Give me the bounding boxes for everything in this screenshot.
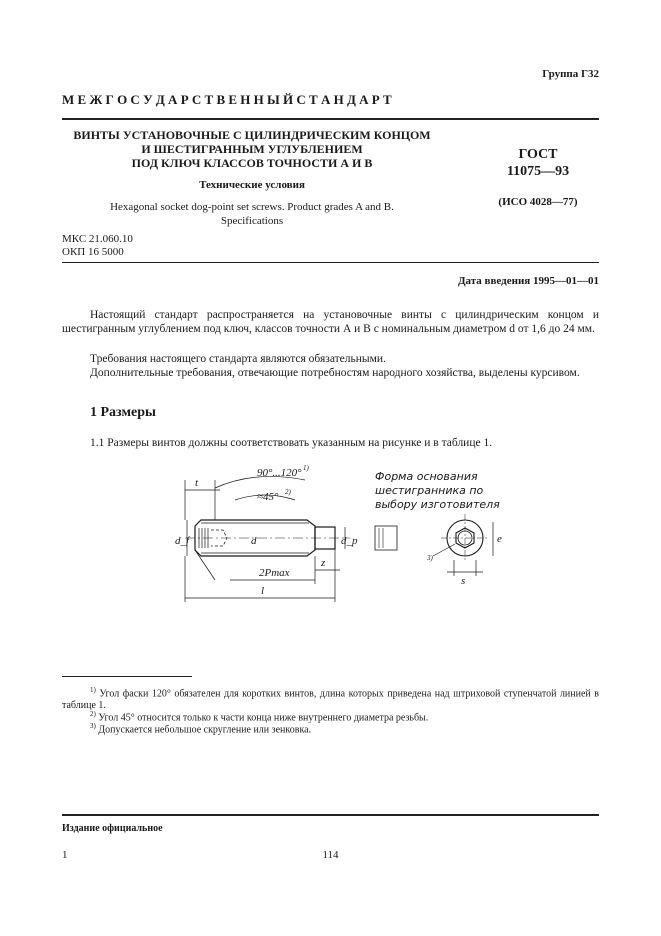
hex-note-line-1: Форма основания — [375, 470, 478, 483]
english-title — [62, 200, 442, 228]
label-angle-range-note: 1) — [303, 464, 309, 472]
title-subtitle: Технические условия — [199, 179, 305, 191]
codes-rule — [62, 262, 599, 263]
label-s: s — [461, 575, 466, 587]
hex-note-line-3: выбору изготовителя — [375, 498, 500, 511]
hex-note-line-2: шестигранника по — [375, 484, 484, 497]
label-z: z — [321, 557, 326, 569]
page-number-left: 1 — [62, 849, 68, 861]
paragraph-mandatory: Требования настоящего стандарта являются обязательными. — [90, 353, 386, 365]
footnote-rule — [62, 676, 192, 677]
iso-reference: (ИСО 4028—77) — [498, 196, 578, 208]
standard-banner-text: М Е Ж Г О С У Д А Р С Т В Е Н Н Ы Й С Т А Н Д А Р Т — [62, 92, 392, 107]
mks-code: МКС 21.060.10 — [62, 233, 133, 245]
group-code: Группа Г32 — [542, 68, 599, 80]
english-title-line-2: Specifications — [220, 215, 284, 227]
effective-date: Дата введения 1995—01—01 — [457, 275, 599, 287]
screw-drawing — [175, 460, 515, 615]
clause-1-1: 1.1 Размеры винтов должны соответствовать указанным на рисунке и в таблице 1. — [90, 437, 493, 449]
paragraph-scope: Настоящий стандарт распространяется на установочные винты с цилиндрическим концом и шестигранным углублением под ключ, классов точности А и В с номинальным диаметром d от 1,6 до 24 мм. — [62, 309, 599, 335]
footnote-2-text: Угол 45° относится только к части конца ниже внутреннего диаметра резьбы. — [98, 712, 429, 724]
label-df: d_f — [175, 535, 190, 547]
section-heading: 1 Размеры — [90, 405, 156, 420]
footnote-3-text: Допускается небольшое скругление или зенковка. — [98, 724, 312, 736]
footnote-3 — [62, 720, 599, 736]
standard-banner — [62, 92, 599, 108]
header-rule — [62, 118, 599, 120]
label-angle-range: 90°...120° — [257, 467, 302, 479]
okp-code: ОКП 16 5000 — [62, 246, 124, 258]
label-2pmax: 2Pmax — [259, 567, 290, 579]
footnote-1-text: Угол фаски 120° обязателен для коротких винтов, длина которых приведена над штриховой ступенчатой линией в таблице 1. — [62, 688, 600, 712]
gost-designation — [478, 146, 598, 180]
label-dp: d_p — [341, 535, 358, 547]
label-note3: 3) — [427, 554, 433, 562]
label-angle-45-note: 2) — [285, 488, 291, 496]
classification-codes — [62, 233, 133, 259]
official-edition: Издание официальное — [62, 823, 163, 834]
label-angle-45: ≈45° — [257, 491, 279, 503]
title-line-1: ВИНТЫ УСТАНОВОЧНЫЕ С ЦИЛИНДРИЧЕСКИМ КОНЦОМ — [73, 128, 431, 142]
title-block — [62, 128, 442, 228]
screw-drawing-svg — [175, 460, 515, 610]
footnote-1-mark: 1) — [90, 686, 96, 694]
title-line-2: И ШЕСТИГРАННЫМ УГЛУБЛЕНИЕМ — [141, 142, 363, 156]
label-t: t — [195, 477, 199, 489]
gost-number: 11075—93 — [506, 164, 570, 179]
label-d: d — [251, 535, 257, 547]
paragraph-additional: Дополнительные требования, отвечающие потребностям народного хозяйства, выделены курсивом. — [90, 367, 580, 379]
footnote-3-mark: 3) — [90, 722, 96, 730]
page-number-center: 114 — [322, 849, 339, 861]
english-title-line-1: Hexagonal socket dog-point set screws. Product grades A and B. — [110, 201, 394, 213]
label-l: l — [261, 585, 265, 597]
footnote-2-mark: 2) — [90, 710, 96, 718]
title-line-3: ПОД КЛЮЧ КЛАССОВ ТОЧНОСТИ А И В — [131, 156, 373, 170]
label-e: e — [497, 533, 502, 545]
gost-label: ГОСТ — [518, 147, 558, 162]
footer-rule — [62, 814, 599, 816]
